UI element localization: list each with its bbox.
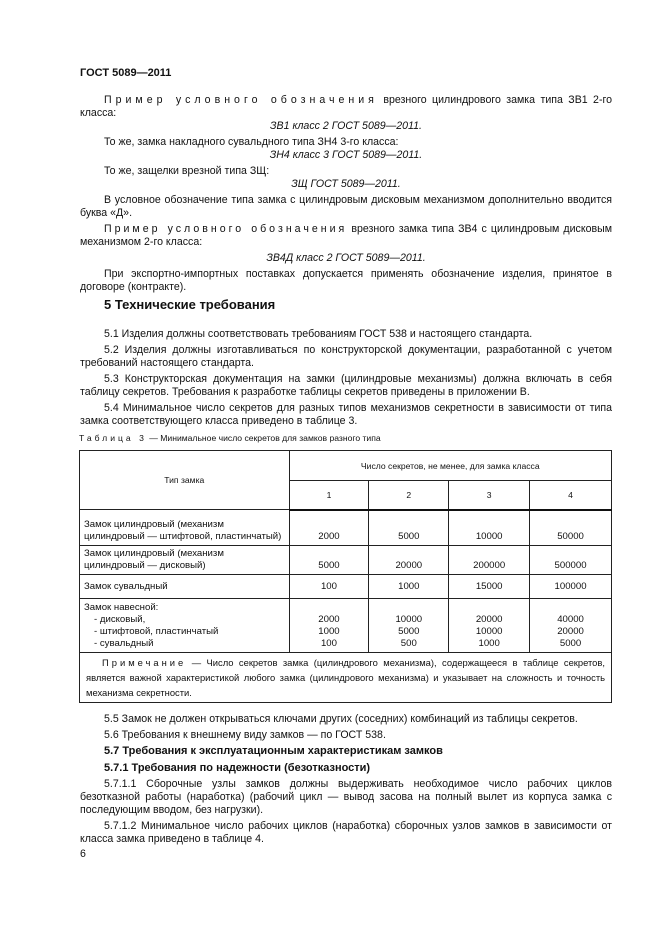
formula-3: ЗЩ ГОСТ 5089—2011. (291, 178, 401, 190)
value: 10000 (475, 626, 503, 637)
value: 5000 (559, 638, 582, 649)
value-cell: 1000 (369, 575, 449, 599)
paragraph-example-1 (80, 94, 612, 120)
lock-type-cell: Замок сувальдный (80, 575, 290, 599)
clause-5-6: 5.6 Требования к внешнему виду замков — по ГОСТ 538. (104, 729, 386, 741)
table-caption (79, 432, 611, 445)
value-cell (289, 599, 369, 653)
value-cell: 100000 (530, 575, 612, 599)
header-class: 1 (289, 481, 369, 510)
table-row (80, 575, 612, 599)
value: 500 (400, 638, 417, 649)
value-cell: 10000 (449, 510, 530, 546)
paragraph-4: В условное обозначение типа замка с цилиндровым дисковым механизмом дополнительно вводится буква «Д». (80, 194, 612, 219)
note-label: Примечание (102, 657, 187, 668)
clause-5-7-1-2: 5.7.1.2 Минимальное число рабочих циклов (наработка) сборочных узлов замков в зависимости от класса замка приведено в таблице 4. (80, 820, 612, 845)
value: 10000 (395, 614, 423, 625)
value-cell: 200000 (449, 546, 530, 575)
caption-label: Таблица 3 (79, 433, 147, 443)
paragraph-2: То же, замка накладного сувальдного типа ЗН4 3-го класса: (104, 136, 399, 148)
lock-type-cell: Замок цилиндровый (механизм цилиндровый — дисковый) (80, 546, 290, 575)
paragraph-6: При экспортно-импортных поставках допускается применять обозначение изделия, принятое в договоре (контракте). (80, 268, 612, 293)
header-class-group: Число секретов, не менее, для замка класса (289, 451, 611, 481)
clause-5-1: 5.1 Изделия должны соответствовать требованиям ГОСТ 538 и настоящего стандарта. (104, 328, 533, 340)
section-heading-5: 5 Технические требования (104, 297, 276, 312)
value-cell (530, 599, 612, 653)
note-text: — Число секретов замка (цилиндрового механизма), содержащееся в таблице секретов, является важной характеристикой любого замка (цилиндрового механизма) и указывает на сложность и точность механизма секретности. (86, 657, 605, 698)
paragraph-text: врезного цилиндрового замка типа ЗВ1 2-го класса: (80, 94, 613, 119)
value: 40000 (557, 614, 584, 625)
value-cell (369, 599, 449, 653)
value-cell: 15000 (449, 575, 530, 599)
value-cell: 20000 (369, 546, 449, 575)
lock-type-cell: Замок цилиндровый (механизм цилиндровый — штифтовой, пластинчатый) (80, 510, 290, 546)
value: 5000 (398, 626, 420, 637)
table-row (80, 510, 612, 546)
formula-1: ЗВ1 класс 2 ГОСТ 5089—2011. (270, 120, 422, 132)
clause-5-5: 5.5 Замок не должен открываться ключами других (соседних) комбинаций из таблицы секретов. (104, 713, 578, 725)
clause-5-2: 5.2 Изделия должны изготавливаться по конструкторской документации, разработанной с учетом требований настоящего стандарта. (80, 344, 612, 369)
value-cell: 50000 (530, 510, 612, 546)
value-cell: 500000 (530, 546, 612, 575)
header-class: 3 (449, 481, 530, 510)
paragraph-example-2 (80, 223, 612, 249)
caption-text: — Минимальное число секретов для замков разного типа (146, 433, 381, 443)
table-row (80, 546, 612, 575)
clause-5-3: 5.3 Конструкторская документация на замки (цилиндровые механизмы) должна включать в себя таблицу секретов. Требования к разработке таблицы секретов приведены в приложении В. (80, 373, 612, 398)
spaced-term: Пример условного обозначения (104, 94, 378, 106)
paragraph-3: То же, защелки врезной типа ЗЩ: (104, 165, 270, 177)
value-cell: 5000 (289, 546, 369, 575)
value-cell: 2000 (289, 510, 369, 546)
clause-5-7-heading: 5.7 Требования к эксплуатационным характеристикам замков (104, 745, 443, 757)
header-lock-type: Тип замка (80, 451, 290, 510)
document-header: ГОСТ 5089—2011 (80, 67, 172, 79)
formula-4: ЗВ4Д класс 2 ГОСТ 5089—2011. (266, 252, 426, 264)
spaced-term: Пример условного обозначения (104, 223, 348, 235)
clause-5-7-1-heading: 5.7.1 Требования по надежности (безотказности) (104, 762, 371, 774)
value: 2000 (318, 614, 340, 625)
header-class: 2 (369, 481, 449, 510)
lock-type-cell (80, 599, 290, 653)
padlock-sub: - сувальдный (94, 638, 154, 649)
value: 1000 (478, 638, 500, 649)
value: 100 (320, 638, 337, 649)
table-row-padlock (80, 599, 612, 653)
value: 20000 (557, 626, 584, 637)
value-cell: 100 (289, 575, 369, 599)
clause-5-4: 5.4 Минимальное число секретов для разных типов механизмов секретности в зависимости от типа замка соответствующего класса приведено в таблице 3. (80, 402, 612, 427)
padlock-sub: - штифтовой, пластинчатый (94, 626, 219, 637)
secrets-table (79, 450, 612, 703)
value: 1000 (318, 626, 340, 637)
value-cell (449, 599, 530, 653)
header-class: 4 (530, 481, 612, 510)
formula-2: ЗН4 класс 3 ГОСТ 5089—2011. (269, 149, 423, 161)
paragraph-text: врезного замка типа ЗВ4 с цилиндровым дисковым механизмом 2-го класса: (80, 223, 612, 248)
value-cell: 5000 (369, 510, 449, 546)
padlock-title: Замок навесной: (84, 602, 159, 613)
clause-5-7-1-1: 5.7.1.1 Сборочные узлы замков должны выдерживать необходимое число рабочих циклов безотказной работы (наработка) (рабочий цикл — вывод засова на полный вылет из корпуса замка с последующим вводом, без нагрузки). (80, 778, 612, 816)
value: 20000 (475, 614, 503, 625)
table-note (80, 653, 612, 703)
padlock-sub: - дисковый, (94, 614, 146, 625)
page-number: 6 (80, 848, 86, 860)
